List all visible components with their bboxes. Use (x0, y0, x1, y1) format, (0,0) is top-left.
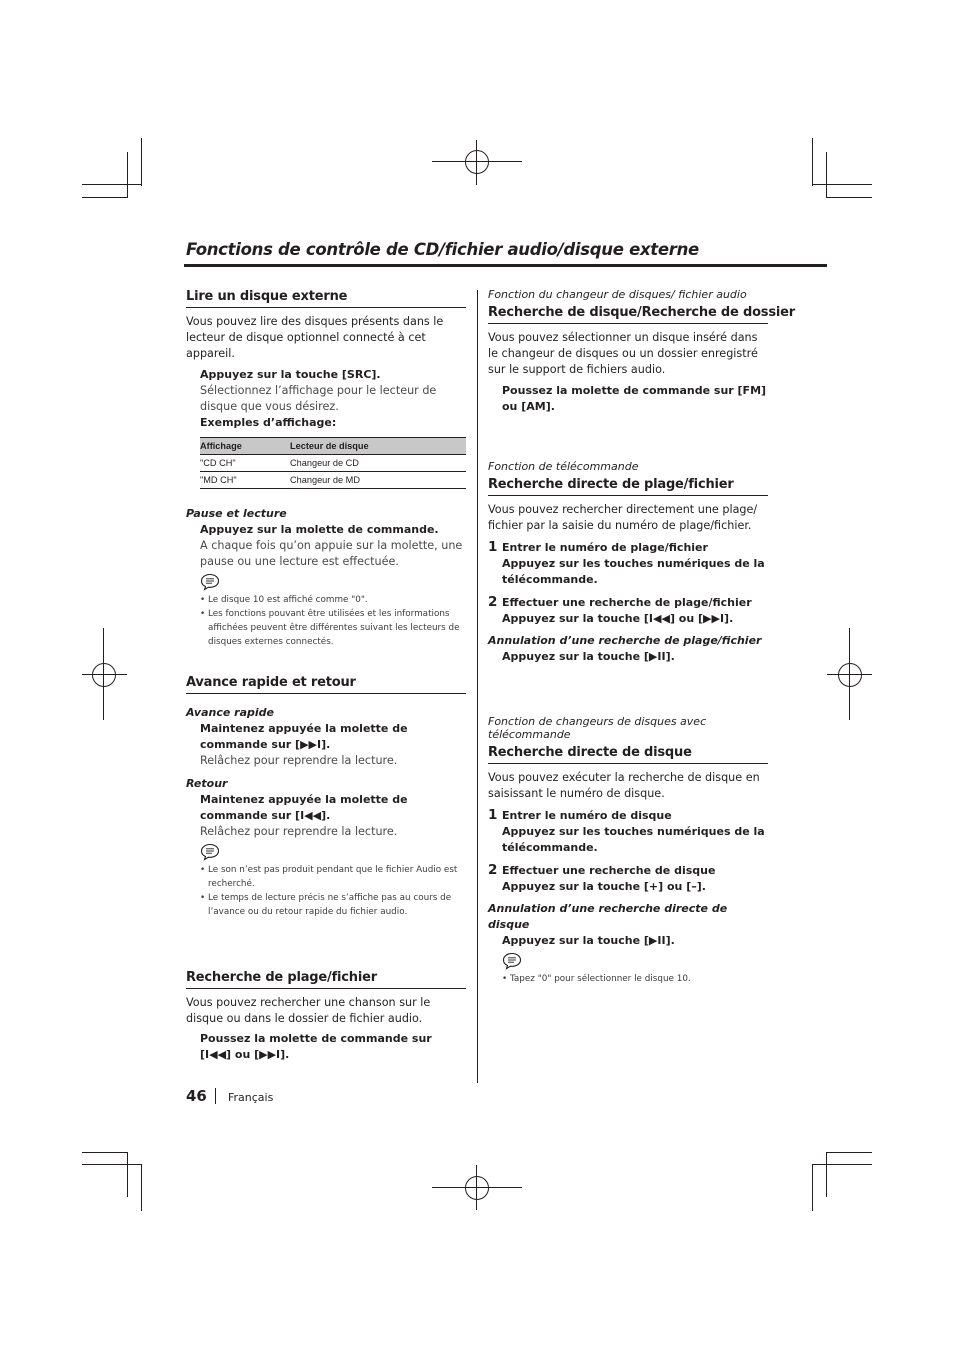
examples-label: Exemples d’affichage: (200, 416, 337, 429)
section-intro: Vous pouvez rechercher directement une plage/ fichier par la saisie du numéro de plage/fichier. (488, 503, 758, 532)
step-title: Effectuer une recherche de disque (502, 864, 716, 877)
step-description: Appuyez sur la touche [▶II]. (502, 650, 675, 663)
notes-list (488, 972, 768, 986)
step-description: Sélectionnez l’affichage pour le lecteur de disque que vous désirez. (200, 384, 437, 413)
page-title: Fonctions de contrôle de CD/fichier audio/disque externe (186, 240, 699, 259)
numbered-step (488, 594, 768, 611)
step-title: Entrer le numéro de plage/fichier (502, 541, 708, 554)
footer-language: Français (228, 1091, 274, 1104)
table-header: Lecteur de disque (290, 438, 466, 455)
table-header-row (200, 438, 466, 455)
step-instruction: Appuyez sur la touche [SRC]. (200, 368, 381, 381)
step-number: 2 (488, 862, 498, 878)
numbered-step (488, 862, 768, 879)
left-column-3 (186, 970, 466, 1063)
section-heading-lire: Lire un disque externe (186, 289, 466, 308)
step-description: Appuyez sur la touche [▶II]. (502, 934, 675, 947)
step-title: Effectuer une recherche de plage/fichier (502, 596, 752, 609)
step-number: 1 (488, 807, 498, 823)
step-description: Relâchez pour reprendre la lecture. (200, 825, 398, 838)
step-instruction: Appuyez sur la molette de commande. (200, 523, 439, 536)
section-intro: Vous pouvez sélectionner un disque inséré dans le changeur de disques ou un dossier enregistré sur le support de fichiers audio. (488, 331, 758, 376)
step-number: 2 (488, 594, 498, 610)
subheading-retour: Retour (186, 777, 228, 790)
section-kicker: Fonction de télécommande (488, 460, 639, 473)
table-row (200, 455, 466, 472)
section-intro: Vous pouvez lire des disques présents dans le lecteur de disque optionnel connecté à cet appareil. (186, 315, 444, 360)
table-cell: "CD CH" (200, 455, 290, 472)
step-description: A chaque fois qu’on appuie sur la molette, une pause ou une lecture est effectuée. (200, 539, 463, 568)
subheading-annulation: Annulation d’une recherche directe de disque (488, 902, 728, 931)
table-row (200, 472, 466, 489)
section-kicker: Fonction du changeur de disques/ fichier audio (488, 288, 747, 301)
section-heading-recherche-disque: Recherche de disque/Recherche de dossier (488, 305, 768, 324)
step-number: 1 (488, 539, 498, 555)
right-column-1 (488, 288, 795, 415)
table-cell: "MD CH" (200, 472, 290, 489)
step-description: Relâchez pour reprendre la lecture. (200, 754, 398, 767)
left-column (186, 289, 466, 649)
table-header: Affichage (200, 438, 290, 455)
step-instruction: Poussez la molette de commande sur [FM] ou [AM]. (502, 384, 767, 413)
note-icon (186, 573, 466, 591)
page-number: 46 (186, 1087, 207, 1105)
subheading-avance: Avance rapide (186, 706, 274, 719)
section-heading-avance: Avance rapide et retour (186, 675, 466, 694)
left-column-2 (186, 675, 466, 919)
note-item: • Le disque 10 est affiché comme "0". (186, 593, 466, 607)
notes-list (186, 863, 466, 919)
table-cell: Changeur de CD (290, 455, 466, 472)
step-description: Appuyez sur la touche [+] ou [–]. (502, 880, 706, 893)
column-divider (477, 290, 478, 1083)
section-intro: Vous pouvez rechercher une chanson sur le disque ou dans le dossier de fichier audio. (186, 996, 431, 1025)
note-item: • Tapez "0" pour sélectionner le disque 10. (488, 972, 768, 986)
numbered-step (488, 539, 768, 556)
display-examples-table (200, 437, 466, 489)
numbered-step (488, 807, 768, 824)
step-instruction: Maintenez appuyée la molette de commande sur [▶▶I]. (200, 722, 408, 751)
step-description: Appuyez sur les touches numériques de la télécommande. (502, 825, 765, 854)
note-icon (186, 843, 466, 861)
section-kicker: Fonction de changeurs de disques avec télécommande (488, 715, 707, 741)
right-column-2 (488, 460, 768, 665)
step-description: Appuyez sur les touches numériques de la télécommande. (502, 557, 765, 586)
section-intro: Vous pouvez exécuter la recherche de disque en saisissant le numéro de disque. (488, 771, 760, 800)
note-icon (488, 952, 768, 970)
notes-list (186, 593, 466, 649)
subheading-pause: Pause et lecture (186, 507, 287, 520)
step-instruction: Maintenez appuyée la molette de commande sur [I◀◀]. (200, 793, 408, 822)
section-heading-recherche-plage: Recherche de plage/fichier (186, 970, 466, 989)
step-description: Appuyez sur la touche [I◀◀] ou [▶▶I]. (502, 612, 734, 625)
right-column-3 (488, 715, 768, 986)
section-heading-directe-plage: Recherche directe de plage/fichier (488, 477, 768, 496)
step-title: Entrer le numéro de disque (502, 809, 672, 822)
note-item: • Le son n’est pas produit pendant que le fichier Audio est recherché. (186, 863, 466, 891)
section-heading-directe-disque: Recherche directe de disque (488, 745, 768, 764)
footer-separator (215, 1088, 216, 1104)
step-instruction: Poussez la molette de commande sur [I◀◀] ou [▶▶I]. (200, 1032, 432, 1061)
note-item: • Le temps de lecture précis ne s’affiche pas au cours de l’avance ou du retour rapide du fichier audio. (186, 891, 466, 919)
title-rule (184, 264, 827, 267)
subheading-annulation: Annulation d’une recherche de plage/fichier (488, 634, 762, 647)
table-cell: Changeur de MD (290, 472, 466, 489)
note-item: • Les fonctions pouvant être utilisées et les informations affichées peuvent être différentes suivant les lecteurs de disques externes connectés. (186, 607, 466, 649)
